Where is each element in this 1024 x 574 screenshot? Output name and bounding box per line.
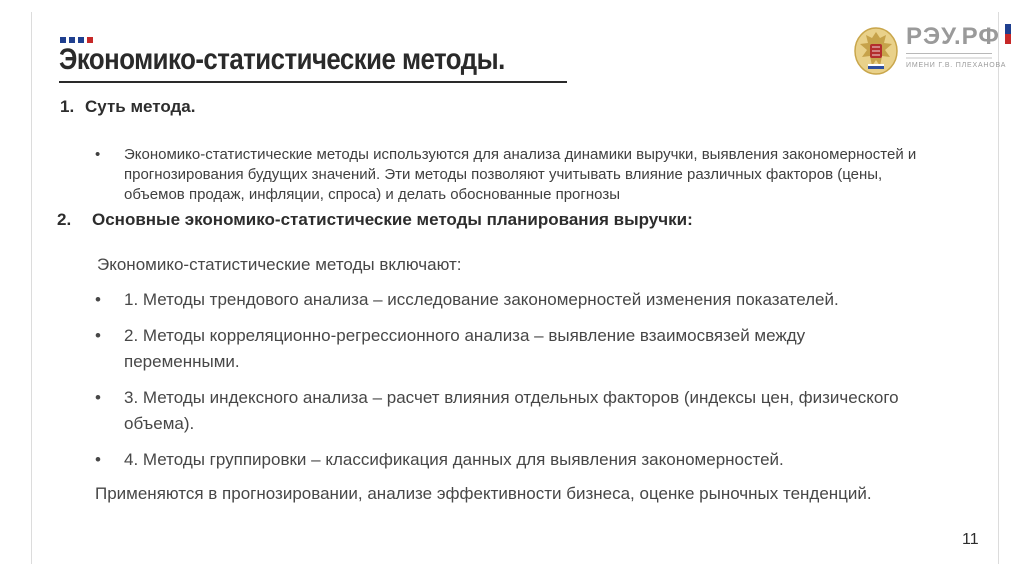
bullet-marker: • xyxy=(95,146,101,163)
left-divider xyxy=(31,12,32,564)
slide-title: Экономико-статистические методы. xyxy=(59,43,505,76)
logo-fine-print xyxy=(906,57,992,59)
section-2-closing: Применяются в прогнозировании, анализе эффективности бизнеса, оценке рыночных тенденций. xyxy=(95,484,872,503)
bullet-marker: • xyxy=(95,450,101,469)
section-2-intro: Экономико-статистические методы включают: xyxy=(97,255,462,274)
right-divider xyxy=(998,12,999,564)
section-2-number: 2. xyxy=(57,210,72,229)
method-item-text: 3. Методы индексного анализа – расчет влияния отдельных факторов (индексы цен, физического объема). xyxy=(124,388,899,433)
method-item-text: 4. Методы группировки – классификация данных для выявления закономерностей. xyxy=(124,450,784,469)
method-item-text: 1. Методы трендового анализа – исследование закономерностей изменения показателей. xyxy=(124,290,839,309)
logo-divider xyxy=(906,53,992,54)
logo-name: РЭУ.РФ xyxy=(906,23,1000,50)
right-accent-blue-bar xyxy=(1005,24,1011,34)
method-item-text: 2. Методы корреляционно-регрессионного анализа – выявление взаимосвязей между переменными. xyxy=(124,326,806,371)
section-1-bullet-text: Экономико-статистические методы используются для анализа динамики выручки, выявления закономерностей и прогнозирования будущих значений. Эти методы позволяют учитывать влияние различных факторов (цены, объемов продаж, инфляции, спроса) и делать обоснованные прогнозы xyxy=(124,146,917,203)
section-2-heading xyxy=(57,210,693,230)
logo-subtitle: ИМЕНИ Г.В. ПЛЕХАНОВА xyxy=(906,62,1007,69)
coat-of-arms-icon xyxy=(852,24,900,76)
right-accent-red-bar xyxy=(1005,34,1011,44)
bullet-marker: • xyxy=(95,290,101,309)
section-1-title: Суть метода. xyxy=(85,97,196,116)
section-1-number: 1. xyxy=(60,97,75,116)
section-1-heading xyxy=(60,97,195,117)
section-2-title: Основные экономико-статистические методы планирования выручки: xyxy=(92,210,693,229)
bullet-marker: • xyxy=(95,326,101,345)
page-number: 11 xyxy=(962,531,979,548)
bullet-marker: • xyxy=(95,388,101,407)
title-underline xyxy=(59,81,567,83)
